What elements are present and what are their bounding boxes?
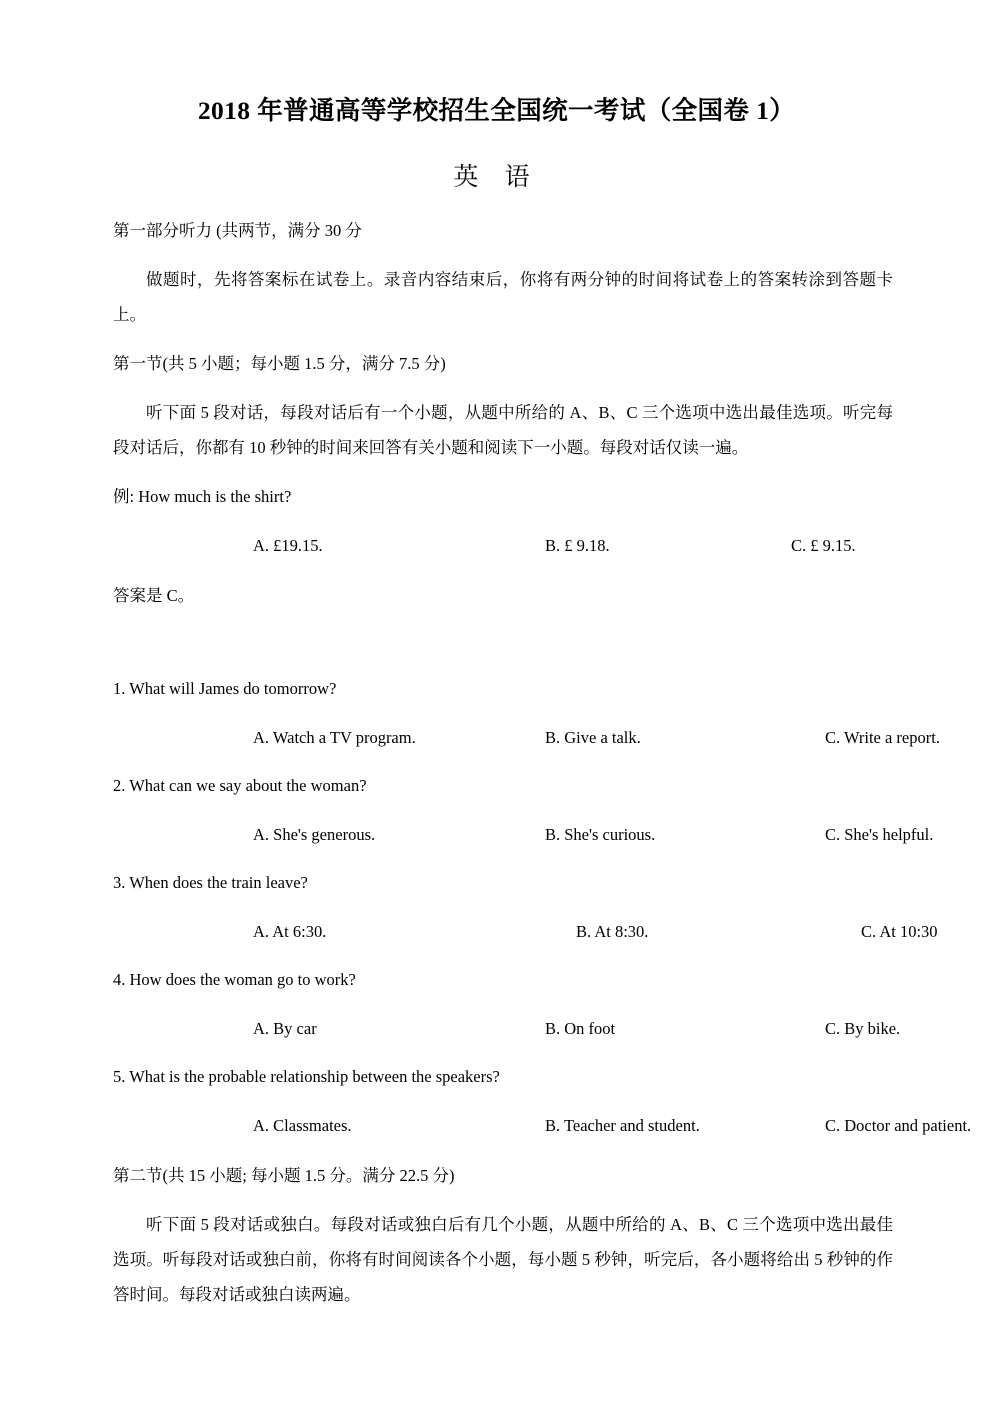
section-one-heading: 第一节(共 5 小题；每小题 1.5 分，满分 7.5 分) (113, 354, 446, 374)
spacer (113, 997, 893, 1011)
option-a[interactable]: A. By car (253, 1019, 317, 1039)
spacer (113, 1144, 893, 1158)
example-option-a[interactable]: A. £19.15. (253, 536, 323, 556)
option-c[interactable]: C. At 10:30 (861, 922, 938, 942)
spacer (113, 381, 893, 395)
subject-title: 英 语 (453, 163, 540, 191)
spacer (113, 613, 893, 671)
option-c[interactable]: C. Write a report. (825, 728, 940, 748)
question-options (113, 817, 934, 853)
document-body (0, 213, 993, 1312)
option-c[interactable]: C. She's helpful. (825, 825, 934, 845)
question-options (113, 720, 940, 756)
option-a[interactable]: A. She's generous. (253, 825, 376, 845)
example-prompt: 例: How much is the shirt? (113, 487, 292, 507)
option-a[interactable]: A. At 6:30. (253, 922, 327, 942)
question-item (113, 768, 934, 853)
section-two-heading: 第二节(共 15 小题; 每小题 1.5 分。满分 22.5 分) (113, 1166, 455, 1186)
section-one-instruction: 听下面 5 段对话，每段对话后有一个小题，从题中所给的 A、B、C 三个选项中选出最佳选项。听完每段对话后，你都有 10 秒钟的时间来回答有关小题和阅读下一小题。每段对话仅读一遍。 (113, 403, 893, 458)
section-two-instruction: 听下面 5 段对话或独白。每段对话或独白后有几个小题，从题中所给的 A、B、C 三个选项中选出最佳选项。听每段对话或独白前，你将有时间阅读各个小题，每小题 5 秒钟，听完后，各小题将给出 5 秒钟的作答时间。每段对话或独白读两遍。 (113, 1215, 893, 1305)
question-item (113, 865, 938, 950)
question-options (113, 1011, 901, 1047)
example-option-c[interactable]: C. £ 9.15. (791, 536, 856, 556)
spacer (113, 332, 893, 346)
option-a[interactable]: A. Classmates. (253, 1116, 352, 1136)
spacer (113, 803, 893, 817)
option-b[interactable]: B. Give a talk. (545, 728, 641, 748)
option-b[interactable]: B. On foot (545, 1019, 616, 1039)
page-title: 2018 年普通高等学校招生全国统一考试（全国卷 1） (197, 96, 796, 125)
question-prompt: 5. What is the probable relationship between the speakers? (113, 1067, 500, 1087)
example-answer: 答案是 C。 (113, 586, 195, 606)
question-prompt: 1. What will James do tomorrow? (113, 679, 337, 699)
spacer (113, 465, 893, 479)
option-b[interactable]: B. Teacher and student. (545, 1116, 700, 1136)
spacer (113, 706, 893, 720)
question-prompt: 2. What can we say about the woman? (113, 776, 367, 796)
question-item (113, 1059, 972, 1144)
question-options (113, 914, 938, 950)
option-c[interactable]: C. By bike. (825, 1019, 901, 1039)
spacer (113, 1193, 893, 1207)
part-one-heading: 第一部分听力 (共两节，满分 30 分 (113, 221, 362, 241)
spacer (113, 900, 893, 914)
spacer (113, 564, 893, 578)
spacer (113, 1094, 893, 1108)
part-one-instruction: 做题时，先将答案标在试卷上。录音内容结束后，你将有两分钟的时间将试卷上的答案转涂到答题卡上。 (113, 270, 893, 325)
option-c[interactable]: C. Doctor and patient. (825, 1116, 972, 1136)
option-b[interactable]: B. At 8:30. (576, 922, 649, 942)
question-item (113, 671, 940, 756)
question-prompt: 4. How does the woman go to work? (113, 970, 356, 990)
spacer (113, 248, 893, 262)
example-options (113, 528, 893, 564)
spacer (113, 514, 893, 528)
example-option-b[interactable]: B. £ 9.18. (545, 536, 610, 556)
question-list (113, 671, 972, 1144)
option-b[interactable]: B. She's curious. (545, 825, 656, 845)
option-a[interactable]: A. Watch a TV program. (253, 728, 416, 748)
question-options (113, 1108, 972, 1144)
spacer (0, 193, 993, 213)
question-prompt: 3. When does the train leave? (113, 873, 308, 893)
question-item (113, 962, 901, 1047)
